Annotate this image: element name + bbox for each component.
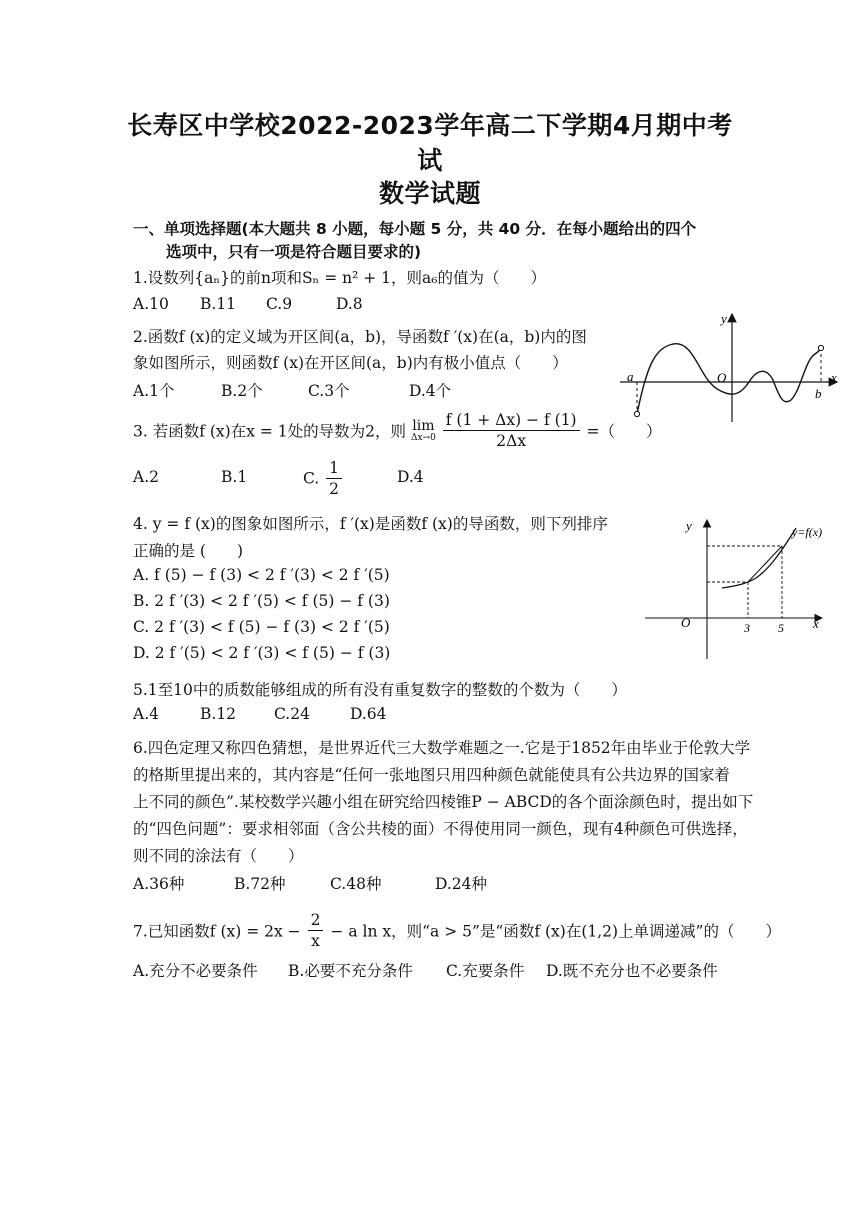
exam-title-line2: 试	[417, 146, 443, 175]
q2-option-d: D.4个	[409, 382, 452, 400]
q6-stem-line3: 上不同的颜色”.某校数学兴趣小组在研究给四棱锥P − ABCD的各个面涂颜色时，提出如下	[133, 793, 754, 811]
q2-stem-line2: 象如图所示，则函数f (x)在开区间(a，b)内有极小值点（ ）	[133, 354, 568, 372]
right-open-endpoint	[818, 345, 823, 350]
q3-stem	[133, 410, 662, 451]
q3-prefix: 3. 若函数f (x)在x = 1处的导数为2，则	[133, 422, 407, 441]
q7-stem	[133, 910, 781, 951]
q7-prefix: 7.已知函数f (x) = 2x −	[133, 922, 301, 941]
q2-option-a: A.1个	[133, 382, 175, 400]
q6-stem-line1: 6.四色定理又称四色猜想，是世界近代三大数学难题之一.它是于1852年由毕业于伦敦大学	[133, 739, 751, 757]
derivative-curve	[637, 344, 821, 414]
q3-suffix: =（ ）	[586, 422, 662, 441]
q4-function-graph	[640, 512, 835, 662]
q4-option-d: D. 2 f ′(5) < 2 f ′(3) < f (5) − f (3)	[133, 644, 391, 662]
q2-option-b: B.2个	[221, 382, 263, 400]
q4-stem-line1: 4. y = f (x)的图象如图所示，f ′(x)是函数f (x)的导函数，则下列排序	[133, 515, 608, 533]
q4-x-label: x	[813, 616, 819, 631]
q7-suffix: − a ln x，则“a > 5”是“函数f (x)在(1,2)上单调递减”的（ ）	[330, 922, 781, 941]
q2-b-label: b	[815, 386, 822, 401]
secant-line	[748, 546, 782, 582]
q1-option-b: B.11	[200, 295, 237, 313]
q7-option-a: A.充分不必要条件	[133, 962, 258, 980]
q1-option-a: A.10	[133, 295, 169, 313]
q2-y-label: y	[721, 311, 727, 326]
q7-fraction	[308, 910, 324, 951]
q4-y-label: y	[686, 518, 692, 533]
q3-c-num: 1	[326, 458, 342, 479]
q4-curve-label: y=f(x)	[792, 525, 823, 539]
q7-option-d: D.既不充分也不必要条件	[546, 962, 718, 980]
q6-option-c: C.48种	[330, 875, 382, 893]
q3-option-c	[303, 458, 344, 499]
q4-tick-3: 3	[744, 621, 750, 635]
q2-derivative-graph	[615, 310, 845, 425]
q6-option-d: D.24种	[435, 875, 488, 893]
q5-option-b: B.12	[200, 705, 237, 723]
q3-option-a: A.2	[133, 468, 159, 486]
q2-option-c: C.3个	[308, 382, 350, 400]
q7-option-c: C.充要条件	[446, 962, 525, 980]
q3-lim-text: lim	[412, 417, 435, 434]
q5-stem: 5.1至10中的质数能够组成的所有没有重复数字的整数的个数为（ ）	[133, 681, 627, 699]
q1-option-d: D.8	[336, 295, 363, 313]
q7-frac-den: x	[311, 932, 320, 950]
q3-frac-den: 2Δx	[496, 432, 527, 450]
q3-lim-sub: Δx→0	[410, 432, 436, 443]
section-heading-line1: 一、单项选择题(本大题共 8 小题，每小题 5 分，共 40 分．在每小题给出的四个	[133, 220, 697, 238]
q4-tick-5: 5	[778, 621, 784, 635]
q6-stem-line5: 则不同的涂法有（ ）	[133, 847, 304, 865]
q3-option-d: D.4	[397, 468, 424, 486]
q3-c-den: 2	[329, 480, 340, 498]
q1-option-c: C.9	[266, 295, 293, 313]
q2-a-label: a	[627, 369, 634, 384]
q3-option-c-label: C.	[303, 469, 320, 488]
q7-option-b: B.必要不充分条件	[288, 962, 413, 980]
q2-origin-label: O	[717, 370, 727, 385]
q5-option-c: C.24	[274, 705, 310, 723]
q6-stem-line4: 的“四色问题”：要求相邻面（含公共棱的面）不得使用同一颜色，现有4种颜色可供选择，	[133, 820, 748, 838]
q4-option-c: C. 2 f ′(3) < f (5) − f (3) < 2 f ′(5)	[133, 618, 390, 636]
section-heading-line2: 选项中，只有一项是符合题目要求的)	[166, 243, 422, 261]
q3-option-b: B.1	[221, 468, 248, 486]
q3-fraction	[443, 410, 580, 451]
q1-stem: 1.设数列{aₙ}的前n项和Sₙ = n² + 1，则a₆的值为（ ）	[133, 269, 546, 287]
q4-option-a: A. f (5) − f (3) < 2 f ′(3) < 2 f ′(5)	[133, 566, 390, 584]
q4-origin-label: O	[681, 615, 691, 630]
q6-option-b: B.72种	[234, 875, 286, 893]
q6-option-a: A.36种	[133, 875, 185, 893]
q3-limit	[411, 419, 436, 443]
subject-title: 数学试题	[378, 179, 481, 208]
function-curve	[722, 528, 796, 588]
q6-stem-line2: 的格斯里提出来的，其内容是“任何一张地图只用四种颜色就能使具有公共边界的国家着	[133, 766, 730, 784]
exam-title-line1: 长寿区中学校2022-2023学年高二下学期4月期中考	[127, 111, 733, 140]
q2-stem-line1: 2.函数f (x)的定义域为开区间(a，b)，导函数f ′(x)在(a，b)内的图	[133, 328, 587, 346]
q5-option-d: D.64	[350, 705, 387, 723]
q4-option-b: B. 2 f ′(3) < 2 f ′(5) < f (5) − f (3)	[133, 592, 390, 610]
q3-frac-num: f (1 + Δx) − f (1)	[443, 410, 580, 431]
q7-frac-num: 2	[308, 910, 324, 931]
q5-option-a: A.4	[133, 705, 159, 723]
q4-stem-line2: 正确的是 ( )	[133, 542, 244, 560]
q2-x-label: x	[831, 370, 837, 385]
q3-option-c-fraction	[326, 458, 342, 499]
